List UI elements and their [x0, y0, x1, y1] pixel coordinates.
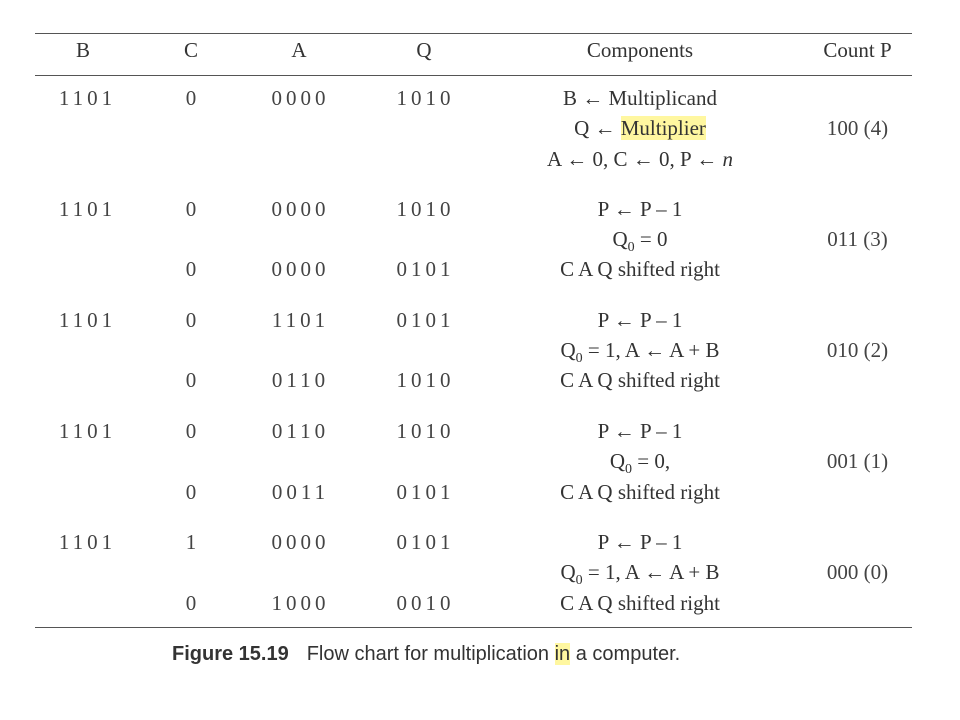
- cell-a: 0000: [271, 530, 330, 554]
- component-line: $Q_0 = 1$, A ← A + B: [560, 560, 720, 589]
- cell-a: 0011: [271, 480, 330, 504]
- count-p: 001 (1): [826, 449, 889, 473]
- cell-c: 0: [185, 86, 197, 110]
- cell-a: 0000: [271, 257, 330, 281]
- cell-b: 1101: [58, 530, 117, 554]
- header-c: C: [183, 38, 198, 62]
- header-rule: [35, 75, 912, 76]
- cell-c: 0: [185, 257, 197, 281]
- component-line: P ← P – 1: [597, 419, 683, 443]
- cell-a: 0110: [271, 368, 330, 392]
- cell-q: 0101: [396, 480, 455, 504]
- cell-a: 1101: [271, 308, 330, 332]
- top-rule: [35, 33, 912, 34]
- cell-q: 0101: [396, 530, 455, 554]
- component-line: B ← Multiplicand: [563, 86, 717, 110]
- bottom-rule: [35, 627, 912, 628]
- cell-c: 1: [185, 530, 197, 554]
- component-line: $Q_0 = 0$: [612, 227, 668, 256]
- header-a: A: [291, 38, 307, 62]
- figure-caption: Figure 15.19 Flow chart for multiplication in a computer.: [172, 643, 681, 665]
- cell-c: 0: [185, 308, 197, 332]
- cell-q: 1010: [396, 368, 455, 392]
- header-components: Components: [586, 38, 694, 62]
- highlighted-word: in: [554, 643, 571, 665]
- component-line: $Q_0 = 1$, A ← A + B: [560, 338, 720, 367]
- component-line: C A Q shifted right: [560, 480, 720, 504]
- cell-c: 0: [185, 368, 197, 392]
- cell-c: 0: [185, 480, 197, 504]
- component-line: C A Q shifted right: [560, 368, 720, 392]
- header-q: Q: [416, 38, 432, 62]
- count-p: 000 (0): [826, 560, 889, 584]
- cell-q: 0101: [396, 257, 455, 281]
- header-b: B: [75, 38, 90, 62]
- count-p: 011 (3): [827, 227, 888, 251]
- cell-b: 1101: [58, 197, 117, 221]
- cell-b: 1101: [58, 86, 117, 110]
- cell-b: 1101: [58, 419, 117, 443]
- cell-c: 0: [185, 591, 197, 615]
- cell-q: 1010: [396, 197, 455, 221]
- component-line: $Q_0 = 0$,: [609, 449, 671, 478]
- highlighted-word: Multiplier: [620, 116, 706, 140]
- count-p: 100 (4): [826, 116, 889, 140]
- component-line: A ← 0, C ← 0, P ← n: [547, 147, 733, 171]
- cell-c: 0: [185, 197, 197, 221]
- component-line: P ← P – 1: [597, 308, 683, 332]
- cell-c: 0: [185, 419, 197, 443]
- cell-q: 1010: [396, 86, 455, 110]
- cell-q: 1010: [396, 419, 455, 443]
- component-line: C A Q shifted right: [560, 257, 720, 281]
- component-line: P ← P – 1: [597, 530, 683, 554]
- component-line: Q ← Multiplier: [574, 116, 706, 140]
- component-line: P ← P – 1: [597, 197, 683, 221]
- figure-number: Figure 15.19: [172, 643, 289, 665]
- cell-q: 0010: [396, 591, 455, 615]
- component-line: C A Q shifted right: [560, 591, 720, 615]
- cell-a: 0000: [271, 197, 330, 221]
- count-p: 010 (2): [826, 338, 889, 362]
- cell-a: 0000: [271, 86, 330, 110]
- cell-a: 0110: [271, 419, 330, 443]
- cell-b: 1101: [58, 308, 117, 332]
- cell-q: 0101: [396, 308, 455, 332]
- cell-a: 1000: [271, 591, 330, 615]
- header-count-p: Count P: [823, 38, 892, 62]
